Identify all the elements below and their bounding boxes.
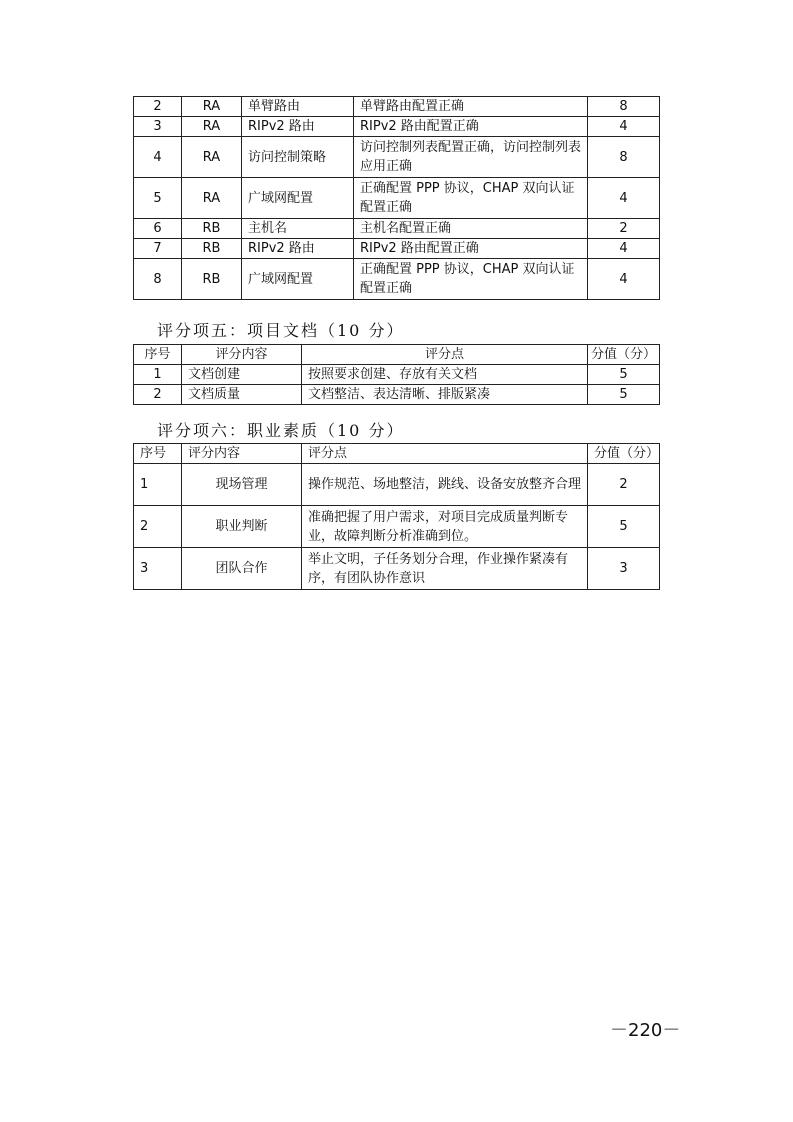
device-cell: RA [182, 178, 242, 219]
header-content: 评分内容 [182, 444, 302, 464]
score-cell: 4 [588, 239, 660, 259]
row-number: 7 [134, 239, 182, 259]
device-cell: RB [182, 259, 242, 300]
device-cell: RA [182, 97, 242, 117]
header-point: 评分点 [302, 444, 588, 464]
item-cell: RIPv2 路由 [242, 117, 354, 137]
row-number: 4 [134, 137, 182, 178]
scoring-table-documentation [133, 344, 660, 405]
row-number: 2 [134, 97, 182, 117]
score-cell: 2 [588, 464, 660, 506]
content-cell: 文档质量 [182, 385, 302, 405]
item-cell: RIPv2 路由 [242, 239, 354, 259]
content-cell: 文档创建 [182, 365, 302, 385]
device-cell: RA [182, 137, 242, 178]
device-cell: RB [182, 239, 242, 259]
score-cell: 5 [588, 385, 660, 405]
point-cell: RIPv2 路由配置正确 [354, 239, 588, 259]
score-cell: 8 [588, 137, 660, 178]
table-row [134, 97, 660, 117]
table-row [134, 464, 660, 506]
table-row [134, 117, 660, 137]
score-cell: 5 [588, 365, 660, 385]
content-cell: 团队合作 [182, 548, 302, 590]
row-number: 8 [134, 259, 182, 300]
header-score: 分值（分） [588, 444, 660, 464]
content-cell: 职业判断 [182, 506, 302, 548]
point-cell: 单臂路由配置正确 [354, 97, 588, 117]
row-number: 2 [134, 385, 182, 405]
point-cell: 操作规范、场地整洁，跳线、设备安放整齐合理 [302, 464, 588, 506]
scoring-table-professionalism [133, 443, 660, 590]
item-cell: 广域网配置 [242, 178, 354, 219]
point-cell: RIPv2 路由配置正确 [354, 117, 588, 137]
page-number: －220－ [610, 1020, 681, 1041]
device-cell: RA [182, 117, 242, 137]
row-number: 6 [134, 219, 182, 239]
header-point: 评分点 [302, 345, 588, 365]
point-cell: 准确把握了用户需求，对项目完成质量判断专业，故障判断分析准确到位。 [302, 506, 588, 548]
row-number: 3 [134, 548, 182, 590]
item-cell: 主机名 [242, 219, 354, 239]
table-row [134, 178, 660, 219]
table-row [134, 219, 660, 239]
point-cell: 按照要求创建、存放有关文档 [302, 365, 588, 385]
score-cell: 4 [588, 178, 660, 219]
item-cell: 访问控制策略 [242, 137, 354, 178]
header-content: 评分内容 [182, 345, 302, 365]
table-row [134, 259, 660, 300]
section-title-professionalism: 评分项六：职业素质（10 分） [157, 421, 405, 440]
scoring-table-4 [133, 96, 660, 300]
table-row [134, 548, 660, 590]
item-cell: 广域网配置 [242, 259, 354, 300]
score-cell: 3 [588, 548, 660, 590]
point-cell: 正确配置 PPP 协议，CHAP 双向认证配置正确 [354, 178, 588, 219]
table-row [134, 137, 660, 178]
score-cell: 5 [588, 506, 660, 548]
header-no: 序号 [134, 345, 182, 365]
table-row [134, 385, 660, 405]
header-no: 序号 [134, 444, 182, 464]
score-cell: 8 [588, 97, 660, 117]
table-header-row [134, 345, 660, 365]
row-number: 3 [134, 117, 182, 137]
point-cell: 正确配置 PPP 协议，CHAP 双向认证配置正确 [354, 259, 588, 300]
item-cell: 单臂路由 [242, 97, 354, 117]
score-cell: 2 [588, 219, 660, 239]
score-cell: 4 [588, 117, 660, 137]
section-title-documentation: 评分项五：项目文档（10 分） [157, 321, 405, 340]
table-row [134, 239, 660, 259]
table-header-row [134, 444, 660, 464]
point-cell: 访问控制列表配置正确，访问控制列表应用正确 [354, 137, 588, 178]
header-score: 分值（分） [588, 345, 660, 365]
row-number: 1 [134, 365, 182, 385]
row-number: 2 [134, 506, 182, 548]
point-cell: 举止文明，子任务划分合理，作业操作紧凑有序，有团队协作意识 [302, 548, 588, 590]
score-cell: 4 [588, 259, 660, 300]
row-number: 1 [134, 464, 182, 506]
content-cell: 现场管理 [182, 464, 302, 506]
row-number: 5 [134, 178, 182, 219]
point-cell: 主机名配置正确 [354, 219, 588, 239]
point-cell: 文档整洁、表达清晰、排版紧凑 [302, 385, 588, 405]
table-row [134, 365, 660, 385]
table-row [134, 506, 660, 548]
device-cell: RB [182, 219, 242, 239]
